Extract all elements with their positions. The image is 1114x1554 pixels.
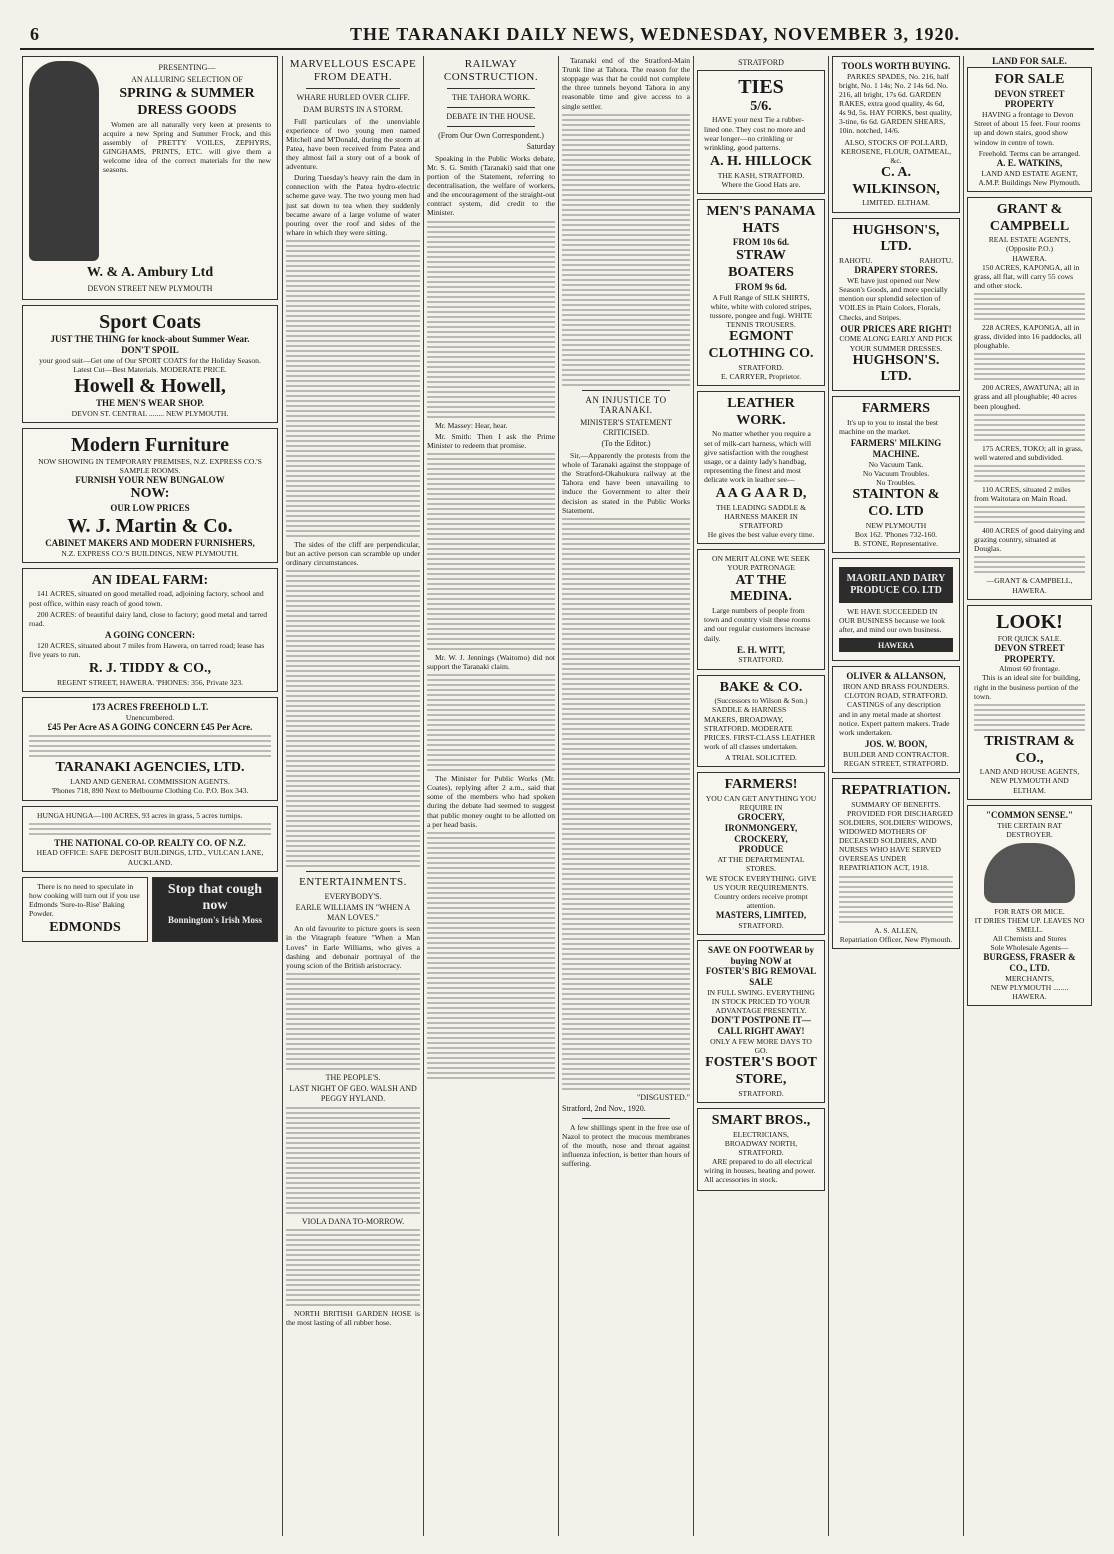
wilkinson-sub: LIMITED. ELTHAM. — [862, 198, 930, 208]
leather-body: No matter whether you require a set of milk-cart harness, which will give satisfaction with the roughest usage, or a dainty lady's handbag, representing the finest and most delicate work in leather see— — [704, 429, 812, 485]
divider — [306, 871, 400, 872]
escape-p2: During Tuesday's heavy rain the dam in connection with the Patea hydro-electric scheme gave way. The two young men had just sat down to tea when they suddenly became aware of a large volume of water pouring over the roof and sides of the whare in which they were sitting. — [286, 173, 420, 237]
furn-tag: CABINET MAKERS AND MODERN FURNISHERS, — [45, 537, 255, 548]
ties-body: HAVE your next Tie a rubber-lined one. They cost no more and wear longer—no crinkling or wrinkling, good patterns. — [704, 115, 806, 152]
grant-text-lines — [974, 465, 1085, 482]
devon-terms: Freehold. Terms can be arranged. — [978, 148, 1081, 158]
farmers-title: FARMERS! — [724, 777, 798, 793]
sport-dont: DON'T SPOIL — [121, 345, 179, 356]
repat-officer: Repatriation Officer, New Plymouth. — [839, 934, 953, 944]
burgess-sub: MERCHANTS, — [1005, 973, 1054, 983]
hughson-ad — [832, 218, 960, 392]
column-3 — [427, 56, 555, 1536]
ent-viola: VIOLA DANA TO-MORROW. — [301, 1216, 405, 1226]
tools-title: TOOLS WORTH BUYING. — [841, 61, 951, 71]
tools-ad — [832, 56, 960, 213]
medina-merit: ON MERIT ALONE WE SEEK YOUR PATRONAGE — [711, 554, 810, 573]
ent-everybody: EVERYBODY'S. — [324, 891, 382, 901]
injustice-p1: Sir,—Apparently the protests from the whole of Taranaki against the stoppage of the Stratford-Okahukura railway at the Tahora end have been unavailing to induce the Government to alter their decision as stated in the Public Works Statement. — [562, 451, 690, 515]
oliver-sub: IRON AND BRASS FOUNDERS. CLOTON ROAD, STRATFORD. — [842, 682, 950, 701]
hughson-places — [839, 256, 953, 265]
agency-addr: 'Phones 718, 890 Next to Melbourne Clothing Co. P.O. Box 343. — [51, 786, 249, 796]
smart-sub: ELECTRICIANS, — [733, 1129, 789, 1139]
rail-p4: Mr. W. J. Jennings (Waitomo) did not support the Taranaki claim. — [427, 652, 555, 671]
grant-sub: REAL ESTATE AGENTS, — [988, 235, 1071, 245]
grant-listing: 150 ACRES, KAPONGA, all in grass, all flat, will carry 55 cows and other stock. — [974, 262, 1080, 290]
divider — [447, 107, 535, 108]
maoriland-ad — [832, 558, 960, 661]
hughson-place: RAHOTU. — [839, 256, 873, 266]
leather-title: LEATHER WORK. — [727, 395, 795, 428]
farmers-machine: FARMERS' MILKING MACHINE. — [850, 438, 942, 460]
rail-sub2: DEBATE IN THE HOUSE. — [446, 111, 536, 121]
grant-listing: 175 ACRES, TOKO; all in grass, well watered and subdivided. — [974, 443, 1083, 462]
grant-listing: 400 ACRES of good dairying and grazing country, situated at Douglas. — [974, 526, 1085, 554]
escape-p3: The sides of the cliff are perpendicular, but an active person can scramble up under ordinary circumstances. — [286, 539, 420, 568]
maori-body: WE HAVE SUCCEEDED IN OUR BUSINESS because we look after, and mind our own business. — [839, 607, 945, 635]
sport-coats-ad — [22, 305, 278, 423]
ideal-farm-ad — [22, 568, 278, 692]
newspaper-title: THE TARANAKI DAILY NEWS, WEDNESDAY, NOVEMBER 3, 1920. — [350, 24, 960, 44]
sport-title: Sport Coats — [99, 311, 201, 334]
grant-text-lines — [974, 506, 1085, 523]
repat-sub: SUMMARY OF BENEFITS. — [851, 799, 941, 809]
medina-body: Large numbers of people from town and country visit these rooms and our regular customers increase daily. — [704, 606, 811, 643]
escape-title: MARVELLOUS ESCAPE FROM DEATH. — [289, 58, 417, 84]
ambury-headline: SPRING & SUMMER DRESS GOODS — [119, 86, 255, 118]
furn-shop: W. J. Martin & Co. — [67, 514, 233, 537]
tools-also: ALSO, STOCKS OF POLLARD, KEROSENE, FLOUR, OATMEAL, &c. — [840, 137, 952, 165]
sport-shop: Howell & Howell, — [74, 375, 226, 398]
farm-agent-addr: REGENT STREET, HAWERA. 'PHONES: 356, Private 323. — [56, 677, 244, 687]
smart-bros-ad — [697, 1108, 825, 1191]
grant-listing: 228 ACRES, KAPONGA, all in grass, divided into 16 paddocks, all ploughable. — [974, 323, 1082, 351]
sense-title: "COMMON SENSE." — [986, 809, 1073, 820]
rail-sub1: THE TAHORA WORK. — [452, 93, 530, 103]
national-name: THE NATIONAL CO-OP. REALTY CO. OF N.Z. — [54, 837, 246, 848]
grant-name: GRANT & CAMPBELL — [989, 201, 1070, 234]
straw-body: A Full Range of SILK SHIRTS, white, white with colored stripes, tussore, pongee and fugi. WHITE TENNIS TROUSERS. — [709, 292, 813, 329]
column-rule — [963, 56, 964, 1536]
rail-p5: The Minister for Public Works (Mr. Coates), replying after 2 a.m., said that some of the members who had spoken during the debate had seemed to suggest that public money ought to be allotted on a per head basis. — [427, 774, 555, 829]
sense-chem: All Chemists and Stores — [992, 934, 1067, 944]
injustice-date: Stratford, 2nd Nov., 1920. — [562, 1104, 646, 1114]
farmers-at: AT THE DEPARTMENTAL STORES. — [717, 855, 805, 874]
foster-dont: DON'T POSTPONE IT—CALL RIGHT AWAY! — [711, 1015, 811, 1037]
rail-text-lines-4 — [427, 832, 555, 1079]
farm-141: 141 ACRES, situated on good metalled road, adjoining factory, school and post office, within easy reach of good town. — [29, 589, 264, 608]
look-ad — [967, 605, 1092, 800]
masters-place: STRATFORD. — [738, 920, 784, 930]
stainton-name: STAINTON & CO. LTD — [852, 487, 940, 519]
sense-sub: THE CERTAIN RAT DESTROYER. — [997, 820, 1062, 839]
grant-text-lines — [974, 414, 1085, 441]
sport-body: your good suit—Get one of Our SPORT COATS for the Holiday Season. Latest Cut—Best Materials. MODERATE PRICE. — [39, 355, 261, 375]
edmonds-brand: EDMONDS — [49, 920, 121, 936]
wilkinson-name: C. A. WILKINSON, — [852, 164, 940, 197]
injustice-title: AN INJUSTICE TO TARANAKI. — [585, 394, 667, 416]
grant-place: HAWERA. — [1012, 253, 1047, 263]
farmers-list-item: No Vacuum Tank. — [868, 459, 924, 469]
rail-day: Saturday — [526, 142, 555, 152]
ambury-addr: DEVON STREET NEW PLYMOUTH — [87, 283, 213, 293]
column-2 — [286, 56, 420, 1536]
sport-addr: DEVON ST. CENTRAL ........ NEW PLYMOUTH. — [71, 409, 229, 418]
page-number: 6 — [30, 24, 40, 44]
rail-p1: Speaking in the Public Works debate, Mr. S. G. Smith (Taranaki) said that one portion of the Statement, referring to decentralisation, the welfare of workers, and the encouragement of the straight-out contract system, did credit to the Minister. — [427, 153, 555, 218]
rail-text-lines-2 — [427, 453, 555, 650]
rail-p3: Mr. Smith: Then I ask the Prime Minister to redeem that promise. — [427, 431, 555, 450]
sale-title: FOR SALE — [994, 71, 1065, 87]
escape-sub1: WHARE HURLED OVER CLIFF. — [296, 93, 410, 103]
column-rule — [282, 56, 283, 1536]
farmers-body: It's up to you to instal the best machine on the market. — [839, 418, 939, 437]
ambury-presenting: PRESENTING— — [158, 63, 216, 72]
stratford-label: STRATFORD — [738, 58, 784, 67]
sport-sub: JUST THE THING for knock-about Summer Wear. — [50, 334, 250, 345]
farmers-list-item: CROCKERY, — [734, 833, 788, 844]
injustice-sign: "DISGUSTED." — [637, 1092, 690, 1102]
medina-title: AT THE MEDINA. — [730, 572, 792, 605]
watkins-name: A. E. WATKINS, — [996, 157, 1063, 168]
witt-name: E. H. WITT, — [737, 644, 785, 655]
aagaard-sub: THE LEADING SADDLE & HARNESS MAKER IN STRATFORD — [715, 502, 807, 531]
smart-addr: BROADWAY NORTH, STRATFORD. — [724, 1138, 798, 1157]
foster-name: FOSTER'S BOOT STORE, — [705, 1055, 817, 1087]
repat-body: PROVIDED FOR DISCHARGED SOLDIERS, SOLDIERS' WIDOWS, WIDOWED MOTHERS OF DECEASED SOLDIERS, AND NURSES WHO HAVE SERVED OVERSEAS UNDER REPATRIATION ACT, 1918. — [839, 808, 953, 873]
ent-title: ENTERTAINMENTS. — [299, 876, 407, 889]
witt-place: STRATFORD. — [738, 655, 784, 665]
ent-last: LAST NIGHT OF GEO. WALSH AND PEGGY HYLAND. — [289, 1084, 417, 1104]
boon-name: JOS. W. BOON, — [864, 738, 928, 749]
divider — [306, 88, 400, 89]
agency-sub: LAND AND GENERAL COMMISSION AGENTS. — [70, 777, 230, 787]
masters-name: MASTERS, LIMITED, — [715, 909, 807, 920]
look-title: LOOK! — [996, 610, 1063, 633]
burgess-name: BURGESS, FRASER & CO., LTD. — [983, 952, 1076, 974]
ties-ad — [697, 70, 825, 194]
divider — [582, 390, 670, 391]
medina-ad — [697, 549, 825, 669]
rail-title: RAILWAY CONSTRUCTION. — [443, 58, 539, 84]
injustice-text-lines — [562, 518, 690, 1090]
smart-name: SMART BROS., — [711, 1112, 811, 1128]
furn-addr: N.Z. EXPRESS CO.'S BUILDINGS, NEW PLYMOUTH. — [61, 548, 239, 558]
grant-opp: (Opposite P.O.) — [1005, 244, 1054, 254]
hillock-name: A. H. HILLOCK — [710, 153, 812, 169]
panama-from: FROM 10s 6d. — [732, 237, 790, 248]
trunk-p1: Taranaki end of the Stratford-Main Trunk line at Tahora. The reason for the stoppage was that he could not complete the three tunnels beyond Tahora in any reasonable time and give access to a single settler. — [562, 56, 690, 111]
ties-title: TIES — [738, 75, 784, 98]
grant-text-lines — [974, 293, 1085, 320]
sense-for: FOR RATS OR MICE. — [994, 906, 1065, 916]
furn-furnish: FURNISH YOUR NEW BUNGALOW — [75, 475, 225, 486]
common-sense-ad — [967, 805, 1092, 1006]
stainton-rep: B. STONE, Representative. — [853, 539, 938, 548]
edmonds-ad — [22, 877, 148, 942]
trunk-text-lines — [562, 114, 690, 386]
oliver-ad — [832, 666, 960, 772]
rail-corr: (From Our Own Correspondent.) — [438, 130, 544, 140]
escape-sub2: DAM BURSTS IN A STORM. — [303, 104, 403, 114]
national-office: HEAD OFFICE: SAFE DEPOSIT BUILDINGS, LTD., VULCAN LANE, AUCKLAND. — [36, 848, 264, 867]
farmers-country: Country orders receive prompt attention. — [714, 891, 808, 910]
column-6 — [832, 56, 960, 1536]
column-rule — [693, 56, 694, 1536]
land-title: LAND FOR SALE. — [992, 56, 1067, 66]
watkins-addr: A.M.P. Buildings New Plymouth. — [978, 177, 1081, 187]
repat-allen: A. S. ALLEN, — [874, 925, 918, 935]
departmental-stores-ad — [697, 772, 825, 935]
agency-name: TARANAKI AGENCIES, LTD. — [55, 760, 245, 776]
escape-text-lines-2 — [286, 570, 420, 867]
ambury-alluring: AN ALLURING SELECTION OF — [131, 74, 243, 84]
egmont-name: EGMONT CLOTHING CO. — [708, 329, 814, 361]
escape-p1: Full particulars of the unenviable experience of two young men named Mitchell and M'Donald, during the storm at Patea, have been received from Patea and they almost fail a story out of a book of adventure. — [286, 116, 420, 172]
egmont-place: STRATFORD. — [738, 362, 784, 372]
look-almost: Almost 60 frontage. — [999, 664, 1060, 674]
devon-body: HAVING a frontage to Devon Street of about 15 feet. Four rooms up and down stairs, good show window in centre of town. — [974, 110, 1081, 147]
column-rule — [558, 56, 559, 1536]
grant-sign: —GRANT & CAMPBELL, HAWERA. — [986, 576, 1073, 595]
foster-save: SAVE ON FOOTWEAR by buying NOW at — [707, 944, 815, 966]
ent-text-lines-2 — [286, 1107, 420, 1214]
aagaard-tag: He gives the best value every time. — [707, 530, 815, 540]
farmers-list-item: GROCERY, — [737, 812, 785, 823]
oliver-name: OLIVER & ALLANSON, — [846, 671, 946, 682]
fashion-illustration — [29, 61, 99, 261]
hughson2-name: HUGHSON'S. LTD. — [852, 352, 940, 385]
ent-peoples: THE PEOPLE'S. — [325, 1072, 381, 1082]
bake-body: SADDLE & HARNESS MAKERS, BROADWAY, STRATFORD. MODERATE PRICES. FIRST-CLASS LEATHER work of all classes undertaken. — [704, 705, 816, 751]
edmonds-text: There is no need to speculate in how cooking will turn out if you use Edmonds 'Sure-to-Rise' Baking Powder. — [29, 881, 140, 918]
ambury-ad — [22, 56, 278, 300]
foster-place: STRATFORD. — [738, 1088, 784, 1098]
repatriation-ad — [832, 778, 960, 949]
free-price: £45 Per Acre AS A GOING CONCERN £45 Per Acre. — [47, 721, 253, 732]
boon-sub: BUILDER AND CONTRACTOR. REGAN STREET, STRATFORD. — [843, 749, 949, 768]
aagaard-name: A A G A A R D, — [715, 486, 807, 502]
farm-200: 200 ACRES: of beautiful dairy land, close to factory; good metal and tarred road. — [29, 609, 268, 628]
repat-text-lines — [839, 876, 953, 923]
grant-text-lines — [974, 353, 1085, 380]
foster-ad — [697, 940, 825, 1103]
oliver-body: CASTINGS of any description and in any metal made at shortest notice. Expert pattern makers. Trade work undertaken. — [839, 700, 950, 737]
repat-title: REPATRIATION. — [841, 782, 951, 798]
egmont-prop: E. CARRYER, Proprietor. — [721, 371, 801, 381]
hillock-sub: THE KASH, STRATFORD. — [717, 170, 805, 180]
masthead — [20, 22, 1094, 50]
drapery-come: COME ALONG EARLY AND PICK YOUR SUMMER DRESSES. — [839, 334, 953, 353]
furn-now: NOW: — [130, 486, 170, 502]
grant-listing: 110 ACRES, situated 2 miles from Waitotara on Main Road. — [974, 484, 1071, 503]
bake-ad — [697, 675, 825, 768]
straw-from: FROM 9s 6d. — [735, 281, 787, 292]
watkins-sub: LAND AND ESTATE AGENT, — [981, 168, 1078, 178]
ambury-body: Women are all naturally very keen at presents to acquire a new Spring and Summer Frock, and this assembly of PRETTY VOILES, ZEPHYRS, GINGHAMS, PRINTS, ETC. will give them a welcome idea of the correct materials for the new seasons. — [103, 119, 271, 175]
freehold-text-lines — [29, 735, 271, 757]
farmers-list-item: No Vacuum Troubles. — [862, 468, 930, 478]
foster-only: ONLY A FEW MORE DAYS TO GO. — [710, 1036, 812, 1056]
ent-north: NORTH BRITISH GARDEN HOSE is the most lasting of all rubber hose. — [286, 1309, 420, 1328]
column-rule — [423, 56, 424, 1536]
rail-text-lines — [427, 221, 555, 418]
furniture-ad — [22, 428, 278, 563]
sport-tag: THE MEN'S WEAR SHOP. — [95, 398, 205, 409]
furn-title: Modern Furniture — [71, 434, 229, 457]
hillock-tag: Where the Good Hats are. — [721, 179, 801, 189]
rail-p2: Mr. Massey: Hear, hear. — [435, 420, 508, 430]
bake-trial: A TRIAL SOLICITED. — [725, 752, 797, 762]
farm-title: AN IDEAL FARM: — [91, 572, 209, 588]
drapery-title: DRAPERY STORES. — [854, 265, 938, 276]
farmers-title: FARMERS — [861, 401, 931, 417]
injustice-sub: MINISTER'S STATEMENT CRITICISED. — [580, 418, 672, 437]
freehold-ad — [22, 697, 278, 801]
hunga-text: HUNGA HUNGA—100 ACRES, 93 acres in grass, 5 acres turnips. — [37, 810, 243, 820]
farmers-list-item: No Troubles. — [876, 478, 916, 488]
farmers-list-item: IRONMONGERY, — [724, 822, 798, 833]
tristram-addr: NEW PLYMOUTH AND ELTHAM. — [990, 776, 1069, 795]
column-1 — [22, 56, 278, 1536]
farmers-sub: YOU CAN GET ANYTHING YOU REQUIRE IN — [705, 793, 817, 812]
free-title: 173 ACRES FREEHOLD L.T. — [91, 701, 209, 712]
column-7 — [967, 56, 1092, 1536]
rail-text-lines-3 — [427, 674, 555, 771]
rat-illustration — [984, 843, 1075, 903]
furn-body: NOW SHOWING IN TEMPORARY PREMISES, N.Z. EXPRESS CO.'S SAMPLE ROOMS. — [38, 457, 262, 476]
stainton-box: Box 162. 'Phones 732-160. — [854, 529, 938, 539]
farm-120: 120 ACRES, situated about 7 miles from Hawera, on tarred road; lease has five years to run. — [29, 640, 265, 659]
injustice-editor: (To the Editor.) — [601, 439, 651, 449]
ent-p1: An old favourite to picture goers is seen in the Vitagraph feature "When a Man Loves" in Earle Williams, who gives a dashing and debonair portrayal of the young scion of the British aristocracy. — [286, 924, 420, 970]
look-body: This is an ideal site for building, right in the business portion of the town. — [974, 673, 1081, 701]
ent-text-lines — [286, 973, 420, 1070]
drapery-prices: OUR PRICES ARE RIGHT! — [840, 323, 952, 334]
injustice-p2: A few shillings spent in the free use of Nazol to protect the mucous membranes of the mouth, nose and throat against influenza infection, is better than hours of suffering. — [562, 1122, 690, 1169]
straw-title: STRAW BOATERS — [728, 248, 794, 281]
ent-earle: EARLE WILLIAMS IN "WHEN A MAN LOVES." — [295, 903, 411, 922]
tools-body: PARKES SPADES, No. 216, half bright, No. 1 14s; No. 2 14s 6d. No. 216, all bright, 17s 6d. GARDEN RAKES, extra good quality, 4s 6d, 4s 9d, 5s. HAY FORKS, best quality, 3-tine, 6s 6d. GARDEN SHEARS, 10in. notched, 14/6. — [839, 71, 952, 136]
free-sub: Unencumbered. — [125, 712, 175, 722]
cough-ad — [152, 877, 278, 942]
bake-sub: (Successors to Wilson & Son.) — [714, 696, 808, 706]
smart-body: ARE prepared to do all electrical wiring in houses, heating and power. All accessories in stock. — [704, 1157, 816, 1185]
tristram-sub: LAND AND HOUSE AGENTS, — [979, 767, 1080, 777]
maoriland-banner: MAORILAND DAIRY PRODUCE CO. LTD — [839, 567, 953, 603]
devon-title: DEVON STREET PROPERTY — [994, 88, 1065, 110]
devon-sale-ad — [967, 67, 1092, 192]
maoriland-footer: HAWERA — [839, 638, 953, 652]
grant-text-lines — [974, 556, 1085, 573]
hughson-name: HUGHSON'S, LTD. — [852, 222, 940, 255]
divider — [447, 88, 535, 89]
cough-brand: Bonnington's Irish Moss — [167, 915, 263, 926]
ambury-shop: W. & A. Ambury Ltd — [86, 265, 214, 280]
column-5 — [697, 56, 825, 1536]
grant-campbell-ad — [967, 197, 1092, 600]
farm-concern: A GOING CONCERN: — [104, 629, 195, 640]
sense-agents: Sole Wholesale Agents— — [990, 943, 1069, 953]
ent-text-lines-3 — [286, 1229, 420, 1306]
look-quick: FOR QUICK SALE. — [997, 633, 1062, 643]
national-realty-ad — [22, 806, 278, 872]
grant-listing: 200 ACRES, AWATUNA; all in grass and all ploughable; 40 acres been ploughed. — [974, 383, 1080, 411]
foster-body: IN FULL SWING. EVERYTHING IN STOCK PRICED TO YOUR ADVANTAGE PRESENTLY. — [707, 988, 815, 1016]
hughson-place: RAHOTU. — [919, 256, 953, 266]
panama-title: MEN'S PANAMA HATS — [706, 203, 816, 236]
drapery-body: WE have just opened our New Season's Goods, and more specially mention our splendid selection of VOILES in Plain Colors, Florals, Checks, and Stripes. — [839, 276, 948, 322]
tristram-name: TRISTRAM & CO., — [984, 733, 1075, 766]
divider — [447, 126, 535, 127]
ties-price: 5/6. — [750, 98, 772, 114]
bake-name: BAKE & CO. — [719, 679, 803, 695]
divider — [582, 1118, 670, 1119]
column-4 — [562, 56, 690, 1536]
cough-title: Stop that cough now — [167, 881, 263, 914]
escape-text-lines — [286, 240, 420, 537]
milking-machine-ad — [832, 396, 960, 553]
column-rule — [828, 56, 829, 1536]
look-devon: DEVON STREET PROPERTY. — [994, 642, 1065, 664]
look-text-lines — [974, 704, 1085, 731]
farmers-list-item: PRODUCE — [738, 844, 784, 855]
burgess-place: NEW PLYMOUTH ........ HAWERA. — [990, 982, 1069, 1002]
sense-dries: IT DRIES THEM UP. LEAVES NO SMELL. — [974, 915, 1085, 934]
leather-ad — [697, 391, 825, 544]
farm-agent: R. J. TIDDY & CO., — [88, 660, 212, 676]
foster-sale: FOSTER'S BIG REMOVAL SALE — [705, 966, 817, 988]
hunga-text-lines — [29, 823, 271, 835]
panama-ad — [697, 199, 825, 386]
bottom-ads-row — [22, 877, 278, 947]
stainton-place: NEW PLYMOUTH — [865, 520, 927, 530]
farmers-stock: WE STOCK EVERYTHING. GIVE US YOUR REQUIREMENTS. — [705, 873, 817, 892]
furn-prices: OUR LOW PRICES — [110, 502, 190, 513]
